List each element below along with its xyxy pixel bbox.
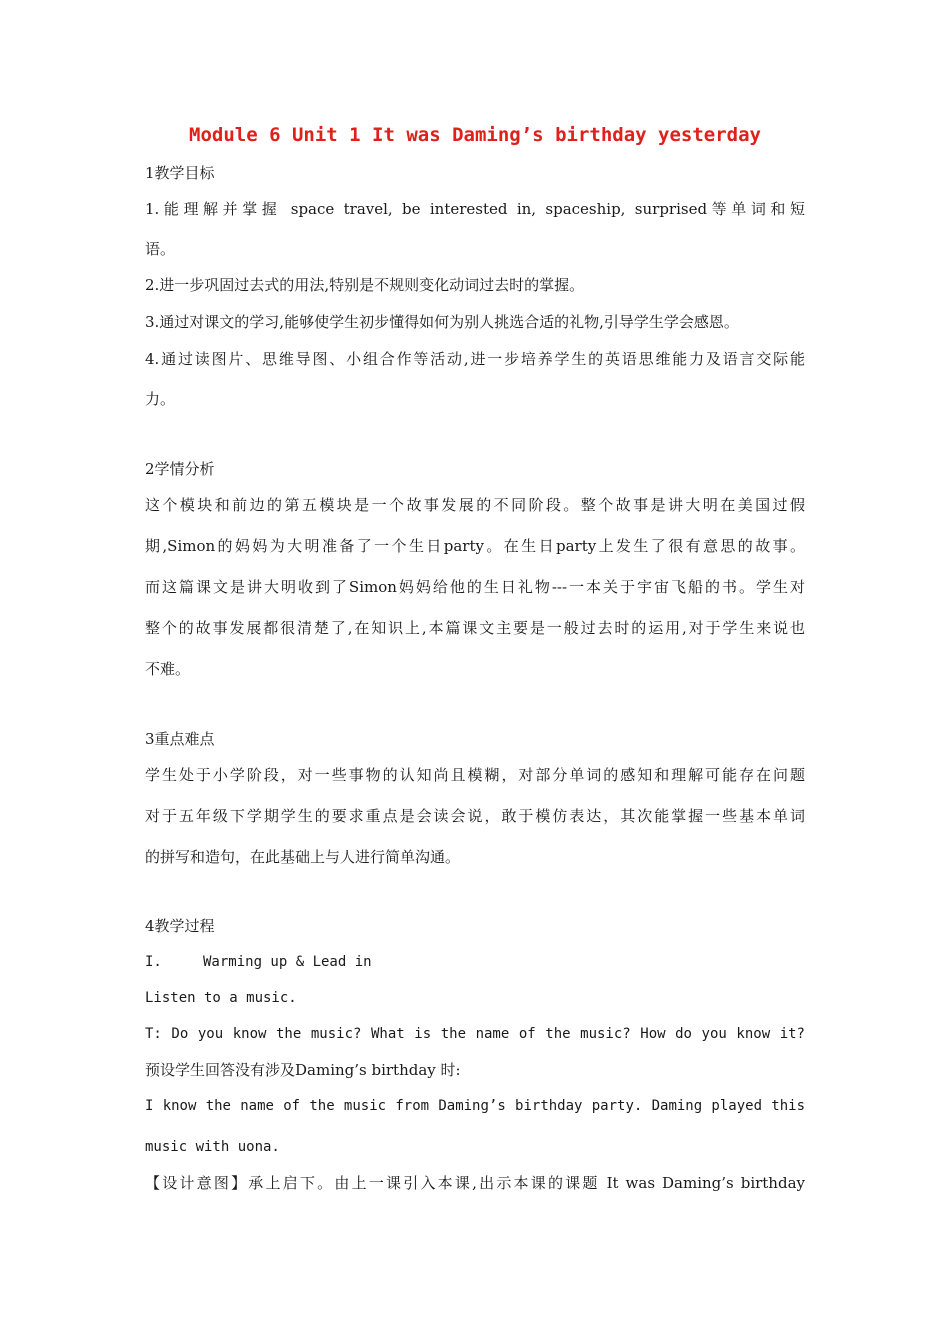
process-line-4: I know the name of the music from Daming’s birthday party. Daming played this (145, 1098, 805, 1114)
focus-line-3: 的拼写和造句，在此基础上与人进行简单沟通。 (145, 848, 461, 866)
objective-4-line-2: 力。 (145, 390, 176, 408)
objective-1-line-2: 语。 (145, 240, 176, 258)
objective-3: 3.通过对课文的学习,能够使学生初步懂得如何为别人挑选合适的礼物,引导学生学会感恩。 (145, 313, 739, 331)
focus-line-1: 学生处于小学阶段，对一些事物的认知尚且模糊，对部分单词的感知和理解可能存在问题 (145, 766, 805, 784)
analysis-line-1: 这个模块和前边的第五模块是一个故事发展的不同阶段。整个故事是讲大明在美国过假 (145, 496, 805, 514)
process-line-6: 【设计意图】承上启下。由上一课引入本课,出示本课的课题 It was Daming’s birthday (145, 1174, 805, 1192)
section-3-heading: 3重点难点 (145, 730, 215, 748)
section-2-heading: 2学情分析 (145, 460, 215, 478)
step-title: Warming up & Lead in (203, 954, 372, 970)
process-line-1: Listen to a music. (145, 990, 297, 1006)
process-step-1 (145, 952, 372, 972)
analysis-line-4: 整个的故事发展都很清楚了,在知识上,本篇课文主要是一般过去时的运用,对于学生来说也 (145, 619, 805, 637)
section-1-heading: 1教学目标 (145, 164, 215, 182)
objective-2: 2.进一步巩固过去式的用法,特别是不规则变化动词过去时的掌握。 (145, 276, 585, 294)
analysis-line-3: 而这篇课文是讲大明收到了Simon妈妈给他的生日礼物---一本关于宇宙飞船的书。学生对 (145, 578, 805, 596)
analysis-line-5: 不难。 (145, 660, 191, 678)
section-4-heading: 4教学过程 (145, 917, 215, 935)
process-line-3: 预设学生回答没有涉及Daming’s birthday 时: (145, 1061, 461, 1079)
focus-line-2: 对于五年级下学期学生的要求重点是会读会说，敢于模仿表达，其次能掌握一些基本单词 (145, 807, 805, 825)
objective-4-line-1: 4.通过读图片、思维导图、小组合作等活动,进一步培养学生的英语思维能力及语言交际能 (145, 350, 805, 368)
objective-1-line-1: 1.能理解并掌握 space travel, be interested in, spaceship, surprised等单词和短 (145, 200, 805, 218)
process-line-2: T: Do you know the music? What is the name of the music? How do you know it? (145, 1026, 805, 1042)
page-title: Module 6 Unit 1 It was Daming’s birthday yesterday (189, 124, 761, 146)
analysis-line-2: 期,Simon的妈妈为大明准备了一个生日party。在生日party上发生了很有意思的故事。 (145, 537, 805, 555)
step-number: I. (145, 954, 162, 970)
process-line-5: music with uona. (145, 1139, 280, 1155)
